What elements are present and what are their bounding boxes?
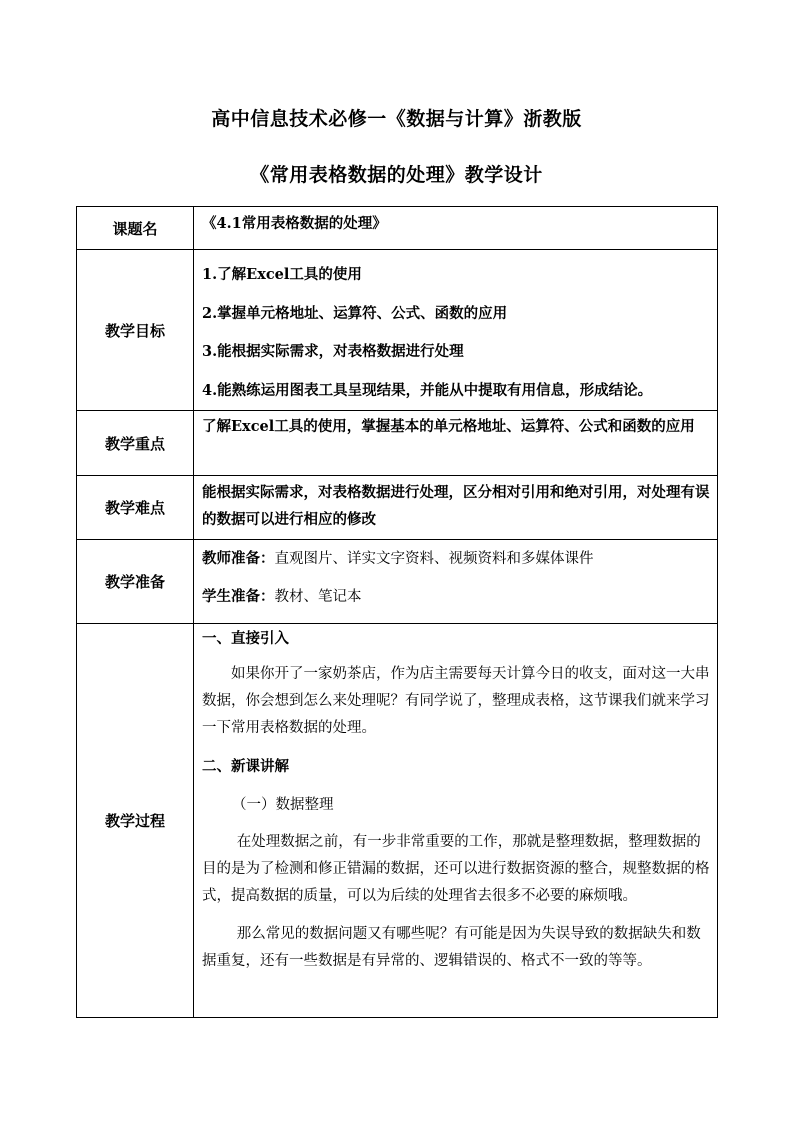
goal-item: 4.能熟练运用图表工具呈现结果，并能从中提取有用信息，形成结论。 <box>202 382 653 399</box>
difficulties-value: 能根据实际需求，对表格数据进行处理，区分相对引用和绝对引用，对处理有误的数据可以进行相应的修改 <box>202 484 710 528</box>
table-row-process <box>77 624 718 1018</box>
table-row-topic <box>77 207 718 250</box>
goals-label: 教学目标 <box>77 250 194 411</box>
data-organizing-paragraph: 在处理数据之前，有一步非常重要的工作，那就是整理数据，整理数据的目的是为了检测和修正错漏的数据，还可以进行数据资源的整合，规整数据的格式，提高数据的质量，可以为后续的处理省去很多不必要的麻烦哦。 <box>202 834 710 904</box>
student-preparation <box>202 584 713 610</box>
key-points-value: 了解Excel工具的使用，掌握基本的单元格地址、运算符、公式和函数的应用 <box>202 418 695 435</box>
goals-list <box>194 250 718 411</box>
intro-paragraph: 如果你开了一家奶茶店，作为店主需要每天计算今日的收支，面对这一大串数据，你会想到怎么来处理呢？有同学说了，整理成表格，这节课我们就来学习一下常用表格数据的处理。 <box>202 666 710 736</box>
key-points-label: 教学重点 <box>77 411 194 476</box>
topic-value: 《4.1常用表格数据的处理》 <box>194 207 718 250</box>
table-row-goals <box>77 250 718 411</box>
process-label: 教学过程 <box>77 624 194 1018</box>
preparation-label: 教学准备 <box>77 540 194 624</box>
subheading-data-organizing: （一）数据整理 <box>232 797 334 813</box>
document-title: 高中信息技术必修一《数据与计算》浙教版 <box>211 108 582 130</box>
goal-item: 3.能根据实际需求，对表格数据进行处理 <box>202 343 464 360</box>
difficulties-label: 教学难点 <box>77 476 194 540</box>
table-row-preparation <box>77 540 718 624</box>
student-preparation-value: 教材、笔记本 <box>274 589 362 605</box>
goal-item: 1.了解Excel工具的使用 <box>202 266 362 283</box>
section-heading-new-lesson: 二、新课讲解 <box>202 758 289 775</box>
data-problems-paragraph: 那么常见的数据问题又有哪些呢？有可能是因为失误导致的数据缺失和数据重复，还有一些数据是有异常的、逻辑错误的、格式不一致的等等。 <box>202 926 701 969</box>
teacher-preparation <box>202 546 713 572</box>
teacher-preparation-value: 直观图片、详实文字资料、视频资料和多媒体课件 <box>274 551 594 567</box>
table-row-key-points <box>77 411 718 476</box>
table-row-difficulties <box>77 476 718 540</box>
section-heading-intro: 一、直接引入 <box>202 630 289 647</box>
topic-label: 课题名 <box>77 207 194 250</box>
document-subtitle: 《常用表格数据的处理》教学设计 <box>250 164 543 186</box>
teacher-preparation-label: 教师准备： <box>202 550 275 567</box>
lesson-plan-table <box>76 206 718 1018</box>
student-preparation-label: 学生准备： <box>202 588 275 605</box>
goal-item: 2.掌握单元格地址、运算符、公式、函数的应用 <box>202 305 508 322</box>
